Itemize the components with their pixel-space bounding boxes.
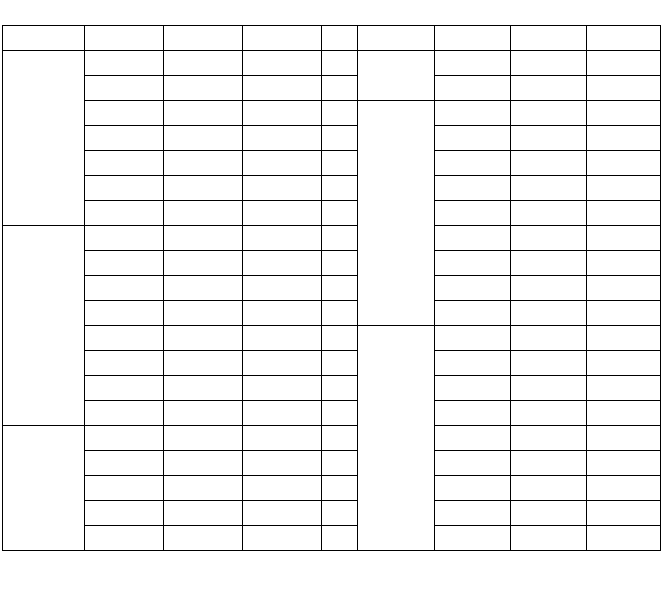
spacer-cell: [322, 376, 358, 401]
count-cell: [511, 226, 587, 251]
spacer-cell: [322, 451, 358, 476]
count-cell: [164, 426, 243, 451]
subject-cell: [435, 226, 511, 251]
count-cell: [164, 301, 243, 326]
table-row: [3, 76, 661, 101]
subject-cell: [85, 526, 164, 551]
subject-cell: [85, 326, 164, 351]
header-blank: [322, 26, 358, 51]
count-cell: [511, 251, 587, 276]
level-cell: [243, 76, 322, 101]
table-row: [3, 176, 661, 201]
count-cell: [164, 251, 243, 276]
count-cell: [164, 351, 243, 376]
grade-label: [3, 51, 85, 226]
subject-cell: [85, 426, 164, 451]
level-cell: [243, 326, 322, 351]
spacer-cell: [322, 76, 358, 101]
count-cell: [164, 326, 243, 351]
count-cell: [511, 51, 587, 76]
subject-cell: [435, 476, 511, 501]
subject-cell: [85, 251, 164, 276]
table-row: [3, 501, 661, 526]
count-cell: [511, 276, 587, 301]
count-cell: [511, 101, 587, 126]
table-row: [3, 426, 661, 451]
table-row: [3, 151, 661, 176]
subject-cell: [435, 526, 511, 551]
subject-cell: [435, 201, 511, 226]
spacer-cell: [322, 326, 358, 351]
level-cell: [243, 251, 322, 276]
spacer-cell: [322, 476, 358, 501]
count-cell: [511, 351, 587, 376]
count-cell: [164, 51, 243, 76]
count-cell: [164, 176, 243, 201]
table-row: [3, 226, 661, 251]
level-cell: [243, 51, 322, 76]
count-cell: [511, 301, 587, 326]
count-cell: [511, 126, 587, 151]
grade-label: [358, 326, 435, 551]
count-cell: [164, 226, 243, 251]
level-cell: [587, 301, 661, 326]
spacer-cell: [322, 101, 358, 126]
level-cell: [243, 351, 322, 376]
spacer-cell: [322, 351, 358, 376]
subject-cell: [435, 301, 511, 326]
count-cell: [511, 326, 587, 351]
spacer-cell: [322, 526, 358, 551]
subject-cell: [435, 101, 511, 126]
level-cell: [243, 451, 322, 476]
header-level: [587, 26, 661, 51]
level-cell: [587, 501, 661, 526]
spacer-cell: [322, 501, 358, 526]
table-row: [3, 351, 661, 376]
level-cell: [587, 101, 661, 126]
table-row: [3, 376, 661, 401]
header-row: [3, 26, 661, 51]
subject-cell: [85, 301, 164, 326]
level-cell: [243, 301, 322, 326]
subject-cell: [85, 376, 164, 401]
subject-cell: [85, 451, 164, 476]
level-cell: [243, 276, 322, 301]
count-cell: [164, 376, 243, 401]
subject-cell: [85, 226, 164, 251]
count-cell: [164, 101, 243, 126]
level-cell: [587, 426, 661, 451]
count-cell: [164, 151, 243, 176]
count-cell: [164, 201, 243, 226]
count-cell: [511, 151, 587, 176]
header-grade: [358, 26, 435, 51]
subject-cell: [435, 126, 511, 151]
level-cell: [587, 526, 661, 551]
level-cell: [243, 401, 322, 426]
spacer-cell: [322, 126, 358, 151]
spacer-cell: [322, 51, 358, 76]
table-row: [3, 51, 661, 76]
level-cell: [587, 151, 661, 176]
header-subject: [435, 26, 511, 51]
subject-cell: [85, 176, 164, 201]
level-cell: [587, 201, 661, 226]
level-cell: [243, 176, 322, 201]
subject-cell: [435, 276, 511, 301]
count-cell: [511, 501, 587, 526]
level-cell: [243, 526, 322, 551]
level-cell: [243, 126, 322, 151]
table-row: [3, 126, 661, 151]
spacer-cell: [322, 251, 358, 276]
grade-label: [358, 51, 435, 101]
table-row: [3, 476, 661, 501]
table-row: [3, 451, 661, 476]
level-cell: [587, 351, 661, 376]
spacer-cell: [322, 276, 358, 301]
level-cell: [587, 76, 661, 101]
subject-cell: [435, 326, 511, 351]
table-row: [3, 201, 661, 226]
level-cell: [243, 501, 322, 526]
table-row: [3, 326, 661, 351]
subject-cell: [435, 451, 511, 476]
spacer-cell: [322, 176, 358, 201]
grade-label: [358, 101, 435, 326]
header-count: [164, 26, 243, 51]
header-subject: [85, 26, 164, 51]
subject-cell: [85, 351, 164, 376]
subject-cell: [435, 401, 511, 426]
level-cell: [587, 276, 661, 301]
spacer-cell: [322, 426, 358, 451]
subject-cell: [435, 76, 511, 101]
table-row: [3, 251, 661, 276]
level-cell: [243, 151, 322, 176]
count-cell: [164, 401, 243, 426]
count-cell: [511, 76, 587, 101]
subject-cell: [85, 476, 164, 501]
level-cell: [243, 226, 322, 251]
subject-cell: [435, 151, 511, 176]
count-cell: [164, 526, 243, 551]
count-cell: [164, 476, 243, 501]
level-cell: [587, 176, 661, 201]
subject-cell: [435, 51, 511, 76]
header-grade: [3, 26, 85, 51]
level-cell: [587, 126, 661, 151]
count-cell: [511, 201, 587, 226]
subject-cell: [85, 501, 164, 526]
level-cell: [587, 51, 661, 76]
level-cell: [587, 451, 661, 476]
subject-cell: [85, 51, 164, 76]
count-cell: [511, 476, 587, 501]
table-row: [3, 276, 661, 301]
spacer-cell: [322, 201, 358, 226]
level-cell: [243, 201, 322, 226]
table-row: [3, 401, 661, 426]
results-table: [2, 25, 661, 551]
count-cell: [164, 276, 243, 301]
count-cell: [164, 126, 243, 151]
table-row: [3, 101, 661, 126]
subject-cell: [85, 401, 164, 426]
level-cell: [243, 101, 322, 126]
count-cell: [511, 401, 587, 426]
subject-cell: [435, 501, 511, 526]
header-level: [243, 26, 322, 51]
count-cell: [511, 526, 587, 551]
count-cell: [164, 76, 243, 101]
level-cell: [587, 226, 661, 251]
count-cell: [164, 501, 243, 526]
grade-label: [3, 426, 85, 551]
header-count: [511, 26, 587, 51]
subject-cell: [85, 151, 164, 176]
table-row: [3, 526, 661, 551]
count-cell: [511, 426, 587, 451]
level-cell: [587, 376, 661, 401]
spacer-cell: [322, 226, 358, 251]
count-cell: [164, 451, 243, 476]
count-cell: [511, 376, 587, 401]
spacer-cell: [322, 151, 358, 176]
count-cell: [511, 451, 587, 476]
subject-cell: [435, 426, 511, 451]
level-cell: [587, 476, 661, 501]
table-row: [3, 301, 661, 326]
spacer-cell: [322, 301, 358, 326]
subject-cell: [85, 101, 164, 126]
level-cell: [243, 426, 322, 451]
subject-cell: [435, 251, 511, 276]
level-cell: [243, 376, 322, 401]
subject-cell: [85, 126, 164, 151]
count-cell: [511, 176, 587, 201]
subject-cell: [435, 176, 511, 201]
subject-cell: [85, 201, 164, 226]
level-cell: [243, 476, 322, 501]
level-cell: [587, 326, 661, 351]
grade-label: [3, 226, 85, 426]
spacer-cell: [322, 401, 358, 426]
subject-cell: [435, 351, 511, 376]
subject-cell: [85, 276, 164, 301]
subject-cell: [435, 376, 511, 401]
level-cell: [587, 251, 661, 276]
level-cell: [587, 401, 661, 426]
subject-cell: [85, 76, 164, 101]
